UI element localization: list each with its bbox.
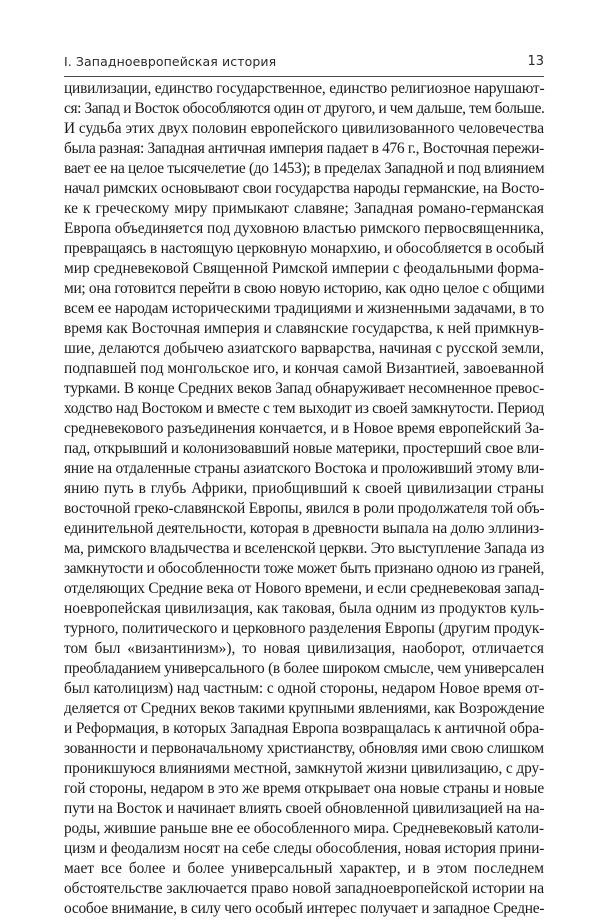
text-line: цивилизации, единство государственное, единство религиозное нарушают- [64, 80, 545, 97]
text-line: всем ее народам историческими традициями и жизненными задачами, в то [64, 300, 545, 317]
text-line: ся: Запад и Восток обособляются один от другого, и чем дальше, тем больше. [64, 100, 545, 117]
text-line: начал римских основывают свои государства народы германские, на Восто- [64, 180, 545, 197]
text-line: мир средневековой Священной Римской империи с феодальными форма- [64, 260, 544, 277]
text-line: пути на Восток и начинает влиять своей обновленной цивилизацией на на- [64, 800, 545, 817]
text-line: янию путь в глубь Африки, приобщивший к своей цивилизации страны [64, 480, 544, 497]
text-line: особое внимание, в силу чего особый интерес получает и западное Средне- [64, 900, 545, 917]
text-line: ми; она готовится перейти в свою новую историю, как одно целое с общими [64, 280, 545, 297]
text-line: цизм и феодализм носят на себе следы обособления, новая история прини- [64, 840, 545, 857]
text-line: турного, политического и церковного разделения Европы (другим продук- [64, 620, 545, 637]
text-line: преобладанием универсального (в более широком смысле, чем универсален [64, 660, 544, 677]
body-text [64, 79, 544, 919]
text-line: превращаясь в настоящую церковную монархию, и обособляется в особый [64, 240, 544, 257]
text-line: замкнутости и обособленности тоже может быть признано одною из граней, [64, 560, 544, 577]
text-line: деляется от Средних веков такими крупными явлениями, как Возрождение [64, 700, 545, 717]
text-line: пад, открывший и колонизовавший новые материки, простерший свое вли- [64, 440, 545, 457]
text-line: турками. В конце Средних веков Запад обнаруживает несомненное превос- [64, 380, 544, 397]
text-line: отделяющих Средние века от Нового времени, и если средневековая запад- [64, 580, 544, 597]
text-line: восточной греко-славянской Европы, явился в роли продолжателя той объ- [64, 500, 545, 517]
text-line: был католицизм) над частным: с одной стороны, недаром Новое время от- [64, 680, 544, 697]
text-line: обстоятельстве заключается право новой западноевропейской истории на [64, 880, 544, 897]
text-line: ноевропейская цивилизация, как таковая, была одним из продуктов куль- [64, 600, 545, 617]
text-line: единительной деятельности, которая в древности выпала на долю эллиниз- [64, 520, 544, 537]
running-head [64, 54, 544, 74]
text-line: И судьба этих двух половин европейского цивилизованного человечества [64, 120, 544, 137]
page-number: 13 [527, 54, 544, 69]
text-line: гой стороны, недаром в это же время открывает она новые страны и новые [64, 780, 544, 797]
text-line: вает ее на целое тысячелетие (до 1453); в пределах Западной и под влиянием [64, 160, 545, 177]
text-line: и Реформация, в которых Западная Европа возвращалась к античной обра- [64, 720, 544, 737]
text-line: том был «византинизм»), то новая цивилизация, наоборот, отличается [64, 640, 544, 657]
text-line: мает все более и более универсальный характер, и в этом последнем [64, 860, 544, 877]
text-line: роды, жившие раньше вне ее обособленного мира. Средневековый католи- [64, 820, 544, 837]
text-line: яние на отдаленные страны азиатского Востока и проложивший этому вли- [64, 460, 544, 477]
header-rule [64, 76, 544, 77]
text-line: была разная: Западная античная империя падает в 476 г., Восточная пережи- [64, 140, 544, 157]
text-line: ходство над Востоком и вместе с тем выходит из своей замкнутости. Период [64, 400, 545, 417]
text-line: Европа объединяется под духовною властью римского первосвященника, [64, 220, 544, 237]
text-line: средневекового разъединения кончается, и в Новое время европейский За- [64, 420, 545, 437]
text-line: время как Восточная империя и славянские государства, к ней примкнув- [64, 320, 544, 337]
text-line: подпавшей под монгольское иго, и кончая самой Византией, завоеванной [64, 360, 545, 377]
running-title: I. Западноевропейская история [64, 54, 277, 69]
text-line: зованности и первоначальному христианству, обновляя ими свою слишком [64, 740, 544, 757]
text-line: проникшуюся влияниями местной, замкнутой жизни цивилизацию, с дру- [64, 760, 545, 777]
text-line: ма, римского владычества и вселенской церкви. Это выступление Запада из [64, 540, 545, 557]
text-line: ке к греческому миру примыкают славяне; Западная романо-германская [64, 200, 544, 217]
text-line: шие, делаются добычею азиатского варварства, начиная с русской земли, [64, 340, 544, 357]
